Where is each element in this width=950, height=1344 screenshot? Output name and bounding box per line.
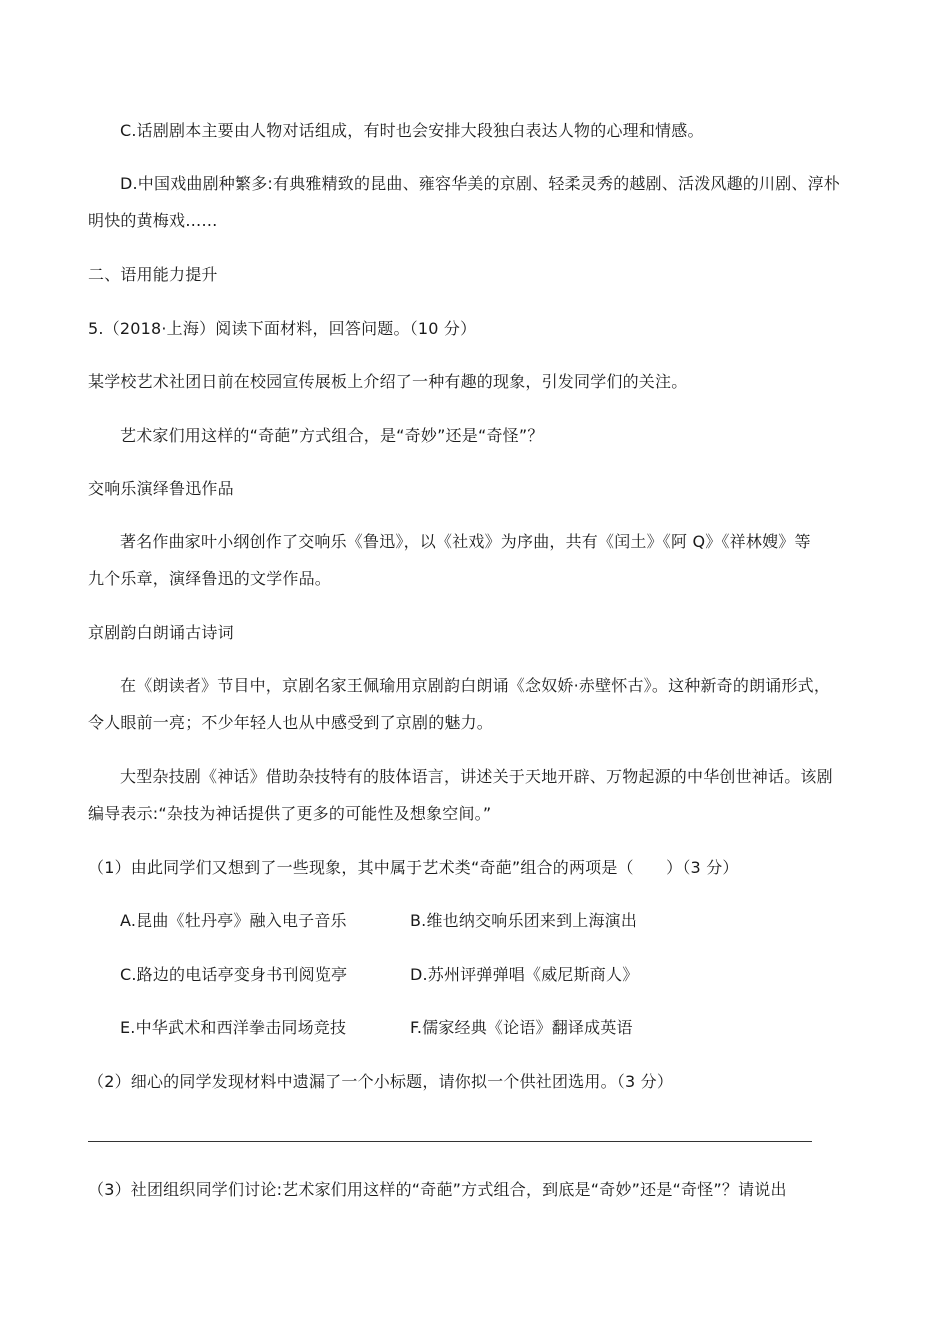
choice-f: F.儒家经典《论语》翻译成英语	[410, 1018, 633, 1037]
paragraph-3-line-1: 大型杂技剧《神话》借助杂技特有的肢体语言，讲述关于天地开辟、万物起源的中华创世神话。该剧	[120, 767, 833, 786]
sub-question-2: （2）细心的同学发现材料中遗漏了一个小标题，请你拟一个供社团选用。（3 分）	[88, 1072, 674, 1091]
option-d-line-1: D.中国戏曲剧种繁多:有典雅精致的昆曲、雍容华美的京剧、轻柔灵秀的越剧、活泼风趣的川剧、淳朴	[120, 174, 840, 193]
sub-question-1: （1）由此同学们又想到了一些现象，其中属于艺术类“奇葩”组合的两项是（ ）（3 分）	[88, 858, 739, 877]
subheading-symphony: 交响乐演绎鲁迅作品	[88, 479, 234, 498]
option-d-line-2: 明快的黄梅戏……	[88, 211, 218, 230]
subheading-peking-opera: 京剧韵白朗诵古诗词	[88, 623, 234, 642]
material-lead: 艺术家们用这样的“奇葩”方式组合，是“奇妙”还是“奇怪”？	[120, 426, 544, 445]
choice-b: B.维也纳交响乐团来到上海演出	[410, 911, 638, 930]
sub-question-3: （3）社团组织同学们讨论:艺术家们用这样的“奇葩”方式组合，到底是“奇妙”还是“奇怪”？请说出	[88, 1180, 787, 1199]
answer-blank-line[interactable]	[88, 1141, 812, 1142]
paragraph-2-line-1: 在《朗读者》节目中，京剧名家王佩瑜用京剧韵白朗诵《念奴娇·赤壁怀古》。这种新奇的朗诵形式，	[120, 676, 831, 695]
choice-d: D.苏州评弹弹唱《威尼斯商人》	[410, 965, 639, 984]
choice-e: E.中华武术和西洋拳击同场竞技	[120, 1018, 347, 1037]
choice-c: C.路边的电话亭变身书刊阅览亭	[120, 965, 348, 984]
paragraph-2-line-2: 令人眼前一亮；不少年轻人也从中感受到了京剧的魅力。	[88, 713, 494, 732]
paragraph-1-line-1: 著名作曲家叶小纲创作了交响乐《鲁迅》，以《社戏》为序曲，共有《闰土》《阿 Q》《祥林嫂》等	[120, 532, 811, 551]
paragraph-3-line-2: 编导表示:“杂技为神话提供了更多的可能性及想象空间。”	[88, 804, 492, 823]
option-c-line: C.话剧剧本主要由人物对话组成，有时也会安排大段独白表达人物的心理和情感。	[120, 121, 704, 140]
choice-a: A.昆曲《牡丹亭》融入电子音乐	[120, 911, 347, 930]
question-5-title: 5.（2018·上海）阅读下面材料，回答问题。（10 分）	[88, 319, 477, 338]
paragraph-1-line-2: 九个乐章，演绎鲁迅的文学作品。	[88, 569, 332, 588]
section-heading: 二、语用能力提升	[88, 265, 218, 284]
material-intro: 某学校艺术社团日前在校园宣传展板上介绍了一种有趣的现象，引发同学们的关注。	[88, 372, 688, 391]
